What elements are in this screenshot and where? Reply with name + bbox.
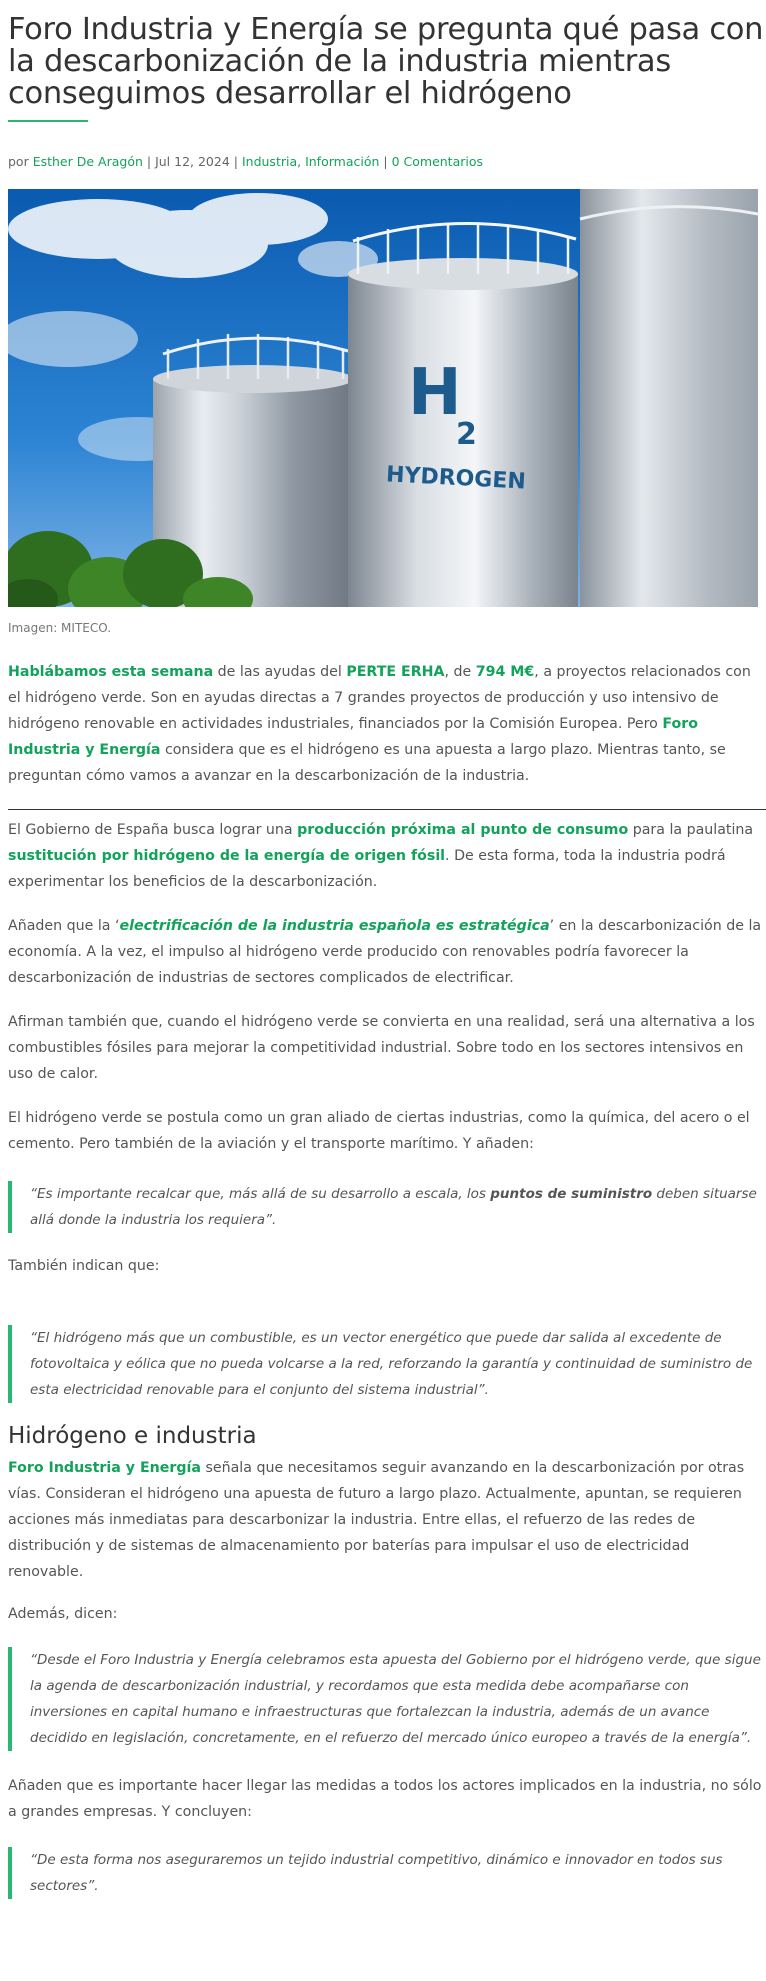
title-underline [8,120,88,122]
section-heading: Hidrógeno e industria [8,1423,257,1449]
divider [8,809,766,810]
category-link-industria[interactable]: Industria [241,154,298,169]
strong-perte-erha: PERTE ERHA [346,664,445,680]
comments-link[interactable]: 0 Comentarios [391,154,484,169]
quote-text [30,1181,766,1233]
text: , de [444,664,476,680]
strong-electrificacion: electrificación de la industria española es estratégica [119,918,550,934]
tank-right [580,189,758,607]
meta-separator: | [229,154,242,169]
strong-sustitucion: sustitución por hidrógeno de la energía de origen fósil [8,848,446,864]
meta-separator: | [379,154,392,169]
hero-image-hydrogen-tanks [8,189,758,607]
text: señala que necesitamos seguir avanzando en la descarbonización por otras vías. Consideran el hidrógeno una apuesta de futuro a largo plazo. Actualmente, apuntan, se requieren acciones más inmediatas para descarbonizar la industria. Entre ellas, el refuerzo de las redes de distribución y de sistemas de almacenamiento por baterías para impulsar el uso de electricidad renovable. [8,1460,745,1580]
text: . De esta forma, toda la industria podrá experimentar los beneficios de la descarbonización. [8,848,726,890]
text: para la paulatina [628,822,754,838]
quote-text: “El hidrógeno más que un combustible, es un vector energético que puede dar salida al excedente de fotovoltaica y eólica que no pueda volcarse a la red, reforzando la garantía y continuidad de suministro de esta electricidad renovable para el conjunto del sistema industrial”. [30,1330,753,1398]
blockquote-3 [8,1647,766,1751]
strong-amount: 794 M€ [475,664,535,680]
paragraph-3 [8,913,766,991]
blockquote-4 [8,1847,766,1899]
paragraph-4: Afirman también que, cuando el hidrógeno verde se convierta en una realidad, será una alternativa a los combustibles fósiles para mejorar la competitividad industrial. Sobre todo en los sectores intensivos en uso de calor. [8,1014,755,1082]
text: ’ en la descarbonización de la economía. A la vez, el impulso al hidrógeno verde producido con renovables podría favorecer la descarbonización de industrias de sectores complicados de electrificar. [8,918,762,986]
post-date: Jul 12, 2024 [155,154,230,169]
hero-illustration [8,189,758,607]
paragraph-1 [8,659,766,789]
paragraph-9: Añaden que es importante hacer llegar las medidas a todos los actores implicados en la industria, no sólo a grandes empresas. Y concluyen: [8,1778,762,1820]
blockquote-2 [8,1325,766,1403]
article [8,0,766,1899]
text: “Es importante recalcar que, más allá de su desarrollo a escala, los [30,1186,491,1202]
meta-comma: , [297,154,306,169]
text: El Gobierno de España busca lograr una [8,822,298,838]
tank-center [348,223,578,607]
author-link[interactable]: Esther De Aragón [32,154,143,169]
page-title: Foro Industria y Energía se pregunta qué pasa con la descarbonización de la industria mientras conseguimos desarrollar el hidrógeno [8,12,764,111]
quote-text: “De esta forma nos aseguraremos un tejido industrial competitivo, dinámico e innovador en todos sus sectores”. [30,1852,723,1894]
quote-text: “Desde el Foro Industria y Energía celebramos esta apuesta del Gobierno por el hidrógeno verde, que sigue la agenda de descarbonización industrial, y recordamos que esta medida debe acompañarse con inversiones en capital humano e infraestructuras que fortalezcan la industria, además de un avance decidido en legislación, concretamente, en el refuerzo del mercado único europeo a través de la energía”. [30,1652,761,1746]
strong-produccion: producción próxima al punto de consumo [297,822,629,838]
image-caption: Imagen: MITECO. [8,621,112,635]
strong-puntos-suministro: puntos de suministro [490,1186,653,1202]
meta-by: por [8,154,33,169]
text: Añaden que la ‘ [8,918,120,934]
paragraph-5: El hidrógeno verde se postula como un gran aliado de ciertas industrias, como la química, del acero o el cemento. Pero también de la aviación y el transporte marítimo. Y añaden: [8,1110,750,1152]
h2-logo-letter: H [408,356,462,430]
post-meta [8,154,766,169]
link-foro-industria-energia[interactable]: Foro Industria y Energía [8,1460,201,1476]
paragraph-6: También indican que: [8,1258,160,1274]
paragraph-7 [8,1455,766,1585]
paragraph-2 [8,817,766,895]
category-link-informacion[interactable]: Información [305,154,380,169]
text: considera que es el hidrógeno es una apuesta a largo plazo. Mientras tanto, se preguntan cómo vamos a avanzar en la descarbonización de la industria. [8,742,726,784]
paragraph-8: Además, dicen: [8,1606,118,1622]
link-hablabamos-esta-semana[interactable]: Hablábamos esta semana [8,664,214,680]
meta-separator: | [142,154,156,169]
text: , a proyectos relacionados con el hidrógeno verde. Son en ayudas directas a 7 grandes proyectos de producción y uso intensivo de hidrógeno renovable en actividades industriales, financiados por la Comisión Europea. Pero [8,664,751,732]
text: de las ayudas del [213,664,347,680]
text: deben situarse allá donde la industria los requiera”. [30,1186,757,1228]
h2-logo-subscript: 2 [456,417,477,452]
link-foro-industria-energia[interactable]: Foro Industria y Energía [8,716,698,758]
blockquote-1 [8,1181,766,1233]
hydrogen-label: HYDROGEN [385,462,527,495]
